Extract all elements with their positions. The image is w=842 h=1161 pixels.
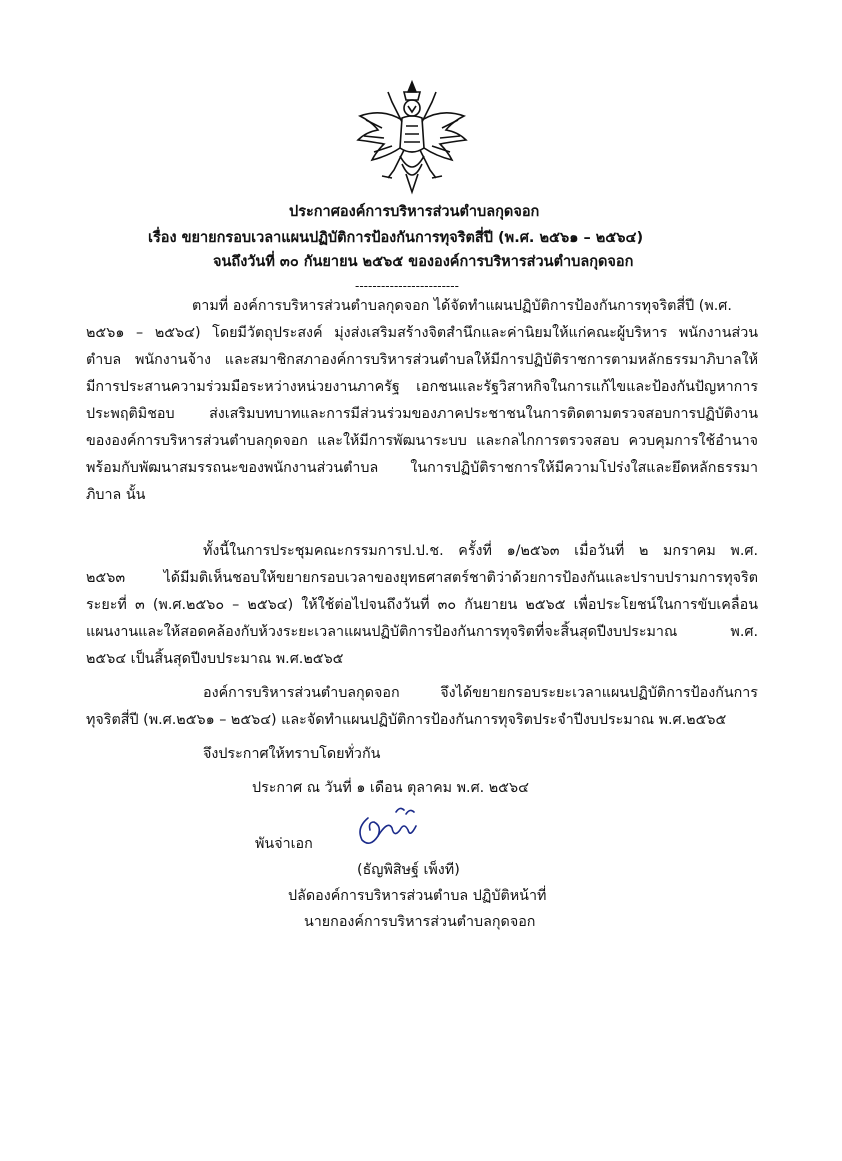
paragraph1-line: ประพฤติมิชอบ ส่งเสริมบทบาทและการมีส่วนร่วมของภาคประชาชนในการติดตามตรวจสอบการปฏิบัติงาน	[86, 406, 758, 422]
paragraph1-line: ขององค์การบริหารส่วนตำบลกุดจอก และให้มีการพัฒนาระบบ และกลไกการตรวจสอบ ควบคุมการใช้อำนาจ	[86, 433, 758, 449]
paragraph3-line: ทุจริตสี่ปี (พ.ศ.๒๕๖๑ – ๒๕๖๔) และจัดทำแผนปฏิบัติการป้องกันการทุจริตประจำปีงบประมาณ พ.ศ.๒๕๖๕	[86, 712, 727, 728]
signer-name: (ธัญพิสิษฐ์ เพ็งที)	[357, 862, 460, 878]
announcement-subject-line2: จนถึงวันที่ ๓๐ กันยายน ๒๕๖๕ ขององค์การบริหารส่วนตำบลกุดจอก	[213, 254, 634, 270]
handwritten-signature	[348, 800, 426, 852]
paragraph2-line: แผนงานและให้สอดคล้องกับห้วงระยะเวลาแผนปฏิบัติการป้องกันการทุจริตที่จะสิ้นสุดปีงบประมาณ พ.ศ.	[86, 624, 758, 640]
signer-rank: พันจ่าเอก	[255, 836, 313, 852]
paragraph3-line: องค์การบริหารส่วนตำบลกุดจอก จึงได้ขยายกรอบระยะเวลาแผนปฏิบัติการป้องกันการ	[203, 685, 758, 701]
paragraph2-line: ระยะที่ ๓ (พ.ศ.๒๕๖๐ – ๒๕๖๔) ให้ใช้ต่อไปจนถึงวันที่ ๓๐ กันยายน ๒๕๖๕ เพื่อประโยชน์ในการขับเคลื่อน	[86, 597, 758, 613]
signer-position-line2: นายกองค์การบริหารส่วนตำบลกุดจอก	[304, 914, 536, 930]
signer-position: ปลัดองค์การบริหารส่วนตำบล ปฏิบัติหน้าที่	[288, 888, 547, 904]
garuda-emblem-icon	[352, 78, 472, 196]
paragraph1-line: ภิบาล นั้น	[86, 487, 146, 503]
announce-line: จึงประกาศให้ทราบโดยทั่วกัน	[203, 746, 381, 762]
announcement-subject: เรื่อง ขยายกรอบเวลาแผนปฏิบัติการป้องกันการทุจริตสี่ปี (พ.ศ. ๒๕๖๑ – ๒๕๖๔)	[148, 230, 644, 246]
announce-date: ประกาศ ณ วันที่ ๑ เดือน ตุลาคม พ.ศ. ๒๕๖๔	[252, 780, 529, 796]
paragraph1-line: ตามที่ องค์การบริหารส่วนตำบลกุดจอก ได้จัดทำแผนปฏิบัติการป้องกันการทุจริตสี่ปี (พ.ศ.	[192, 298, 732, 314]
paragraph1-line: ๒๕๖๑ – ๒๕๖๔) โดยมีวัตถุประสงค์ มุ่งส่งเสริมสร้างจิตสำนึกและค่านิยมให้แก่คณะผู้บริหาร พนักงานส่วน	[86, 325, 758, 341]
paragraph2-line: ๒๕๖๓ ได้มีมติเห็นชอบให้ขยายกรอบเวลาของยุทธศาสตร์ชาติว่าด้วยการป้องกันและปราบปรามการทุจริต	[86, 570, 758, 586]
header-divider: ------------------------	[355, 279, 459, 293]
paragraph1-line: ตำบล พนักงานจ้าง และสมาชิกสภาองค์การบริหารส่วนตำบลให้มีการปฏิบัติราชการตามหลักธรรมาภิบาลให้	[86, 352, 758, 368]
paragraph2-line: ทั้งนี้ในการประชุมคณะกรรมการป.ป.ช. ครั้งที่ ๑/๒๕๖๓ เมื่อวันที่ ๒ มกราคม พ.ศ.	[203, 543, 758, 559]
paragraph2-line: ๒๕๖๔ เป็นสิ้นสุดปีงบประมาณ พ.ศ.๒๕๖๕	[86, 651, 344, 667]
paragraph1-line: มีการประสานความร่วมมือระหว่างหน่วยงานภาครัฐ เอกชนและรัฐวิสาหกิจในการแก้ไขและป้องกันปัญหาการ	[86, 379, 758, 395]
announcement-title: ประกาศองค์การบริหารส่วนตำบลกุดจอก	[289, 204, 540, 220]
paragraph1-line: พร้อมกับพัฒนาสมรรถนะของพนักงานส่วนตำบล ในการปฏิบัติราชการให้มีความโปร่งใสและยึดหลักธรรมา	[86, 460, 758, 476]
